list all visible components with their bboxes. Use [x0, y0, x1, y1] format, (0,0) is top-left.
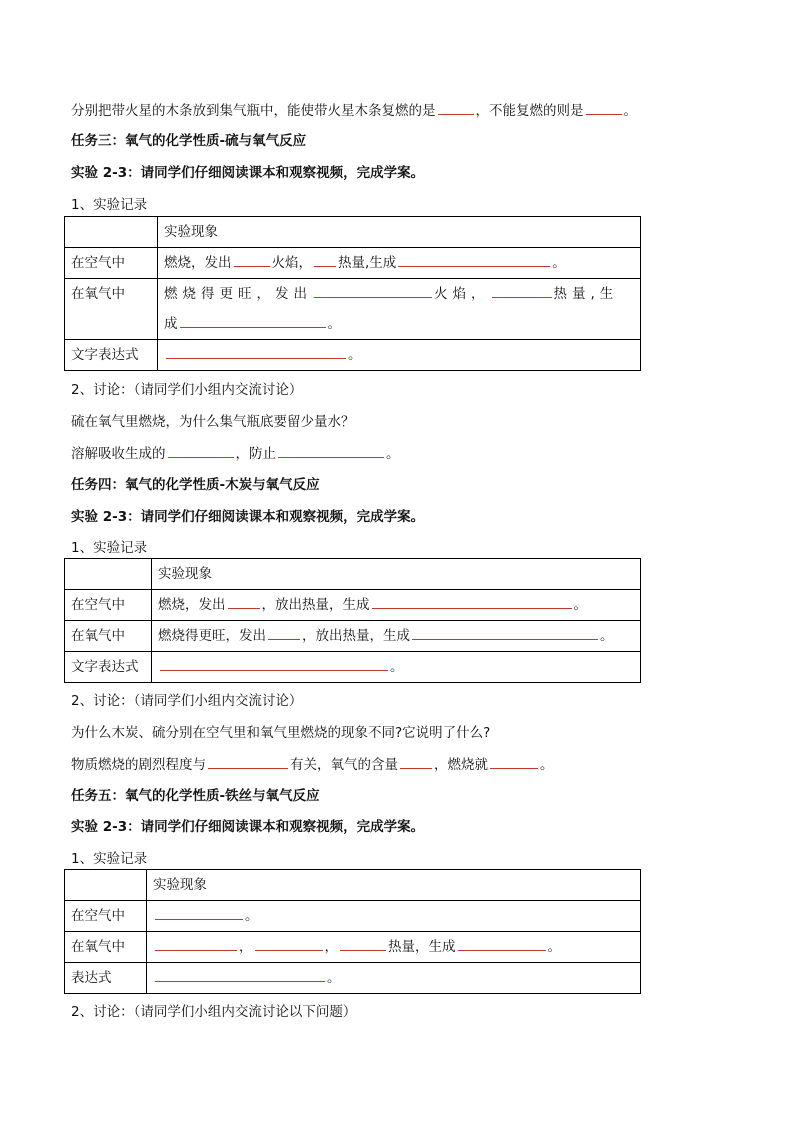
task5-title: 任务五：氧气的化学性质-铁丝与氧气反应 — [71, 788, 320, 804]
table-cell — [147, 932, 641, 963]
table-cell — [65, 217, 158, 248]
table-cell — [65, 559, 152, 590]
table-row — [65, 901, 641, 932]
cell-text: 燃烧，发出 — [158, 597, 226, 613]
cell-text: 燃烧得更旺，发出 — [158, 628, 266, 644]
row-label: 文字表达式 — [65, 652, 152, 683]
table-row — [65, 248, 641, 279]
task3-experiment: 实验 2-3：请同学们仔细阅读课本和观察视频，完成学案。 — [71, 165, 425, 181]
task3-record-table — [64, 216, 641, 371]
task3-discussion: 2、讨论：（请同学们小组内交流讨论） — [71, 382, 303, 398]
blank-field[interactable] — [166, 345, 346, 359]
blank-field[interactable] — [340, 937, 386, 951]
answer-text: 物质燃烧的剧烈程度与 — [71, 757, 206, 773]
row-label: 在氧气中 — [65, 621, 152, 652]
answer-text: 有关，氧气的含量 — [290, 757, 398, 773]
blank-field[interactable] — [314, 253, 336, 267]
cell-text: 成 — [164, 316, 178, 332]
cell-text: 。 — [327, 316, 341, 332]
task3-title: 任务三：氧气的化学性质-硫与氧气反应 — [71, 133, 307, 149]
task5-experiment: 实验 2-3：请同学们仔细阅读课本和观察视频，完成学案。 — [71, 819, 425, 835]
answer-text: 溶解吸收生成的 — [71, 446, 166, 462]
cell-text: 。 — [348, 347, 362, 363]
intro-text: 分别把带火星的木条放到集气瓶中，能使带火星木条复燃的是 — [71, 103, 436, 119]
blank-field[interactable] — [160, 657, 388, 671]
task5-record-table — [64, 869, 641, 994]
cell-text: 燃烧，发出 — [164, 255, 232, 271]
blank-field[interactable] — [438, 101, 474, 115]
cell-text: 。 — [552, 255, 566, 271]
table-row — [65, 279, 641, 340]
task3-question: 硫在氧气里燃烧，为什么集气瓶底要留少量水？ — [71, 414, 355, 430]
task4-discussion: 2、讨论：（请同学们小组内交流讨论） — [71, 693, 303, 709]
row-label: 文字表达式 — [65, 340, 158, 371]
row-label: 在氧气中 — [65, 932, 147, 963]
cell-text: ，放出热量，生成 — [261, 597, 370, 613]
task4-title: 任务四：氧气的化学性质-木炭与氧气反应 — [71, 477, 320, 493]
row-label: 在空气中 — [65, 248, 158, 279]
table-header: 实验现象 — [158, 217, 641, 248]
table-row — [65, 217, 641, 248]
intro-line — [71, 101, 637, 121]
answer-text: 。 — [386, 446, 400, 462]
table-cell — [158, 248, 641, 279]
blank-field[interactable] — [234, 253, 270, 267]
cell-text: 。 — [245, 908, 259, 924]
table-cell — [147, 901, 641, 932]
table-row — [65, 559, 641, 590]
cell-text: ， — [324, 939, 338, 955]
table-cell — [152, 590, 641, 621]
answer-text: 。 — [540, 757, 554, 773]
blank-field[interactable] — [155, 906, 243, 920]
cell-text: ，放出热量，生成 — [302, 628, 410, 644]
cell-text: 燃烧得更旺，发出 — [164, 286, 312, 302]
blank-field[interactable] — [458, 937, 546, 951]
task3-answer — [71, 444, 400, 464]
table-row — [65, 590, 641, 621]
table-row — [65, 652, 641, 683]
cell-text: 。 — [573, 597, 587, 613]
blank-field[interactable] — [208, 755, 288, 769]
table-cell — [152, 652, 641, 683]
blank-field[interactable] — [155, 968, 325, 982]
table-header: 实验现象 — [152, 559, 641, 590]
table-header: 实验现象 — [147, 870, 641, 901]
blank-field[interactable] — [372, 595, 572, 609]
table-cell — [158, 340, 641, 371]
blank-field[interactable] — [398, 253, 550, 267]
row-label: 表达式 — [65, 963, 147, 994]
cell-text: 。 — [327, 970, 341, 986]
cell-text: 火焰， — [434, 286, 490, 302]
cell-text: 热量,生成 — [338, 255, 397, 271]
cell-text: 热量，生成 — [388, 939, 456, 955]
table-row — [65, 932, 641, 963]
task5-discussion: 2、讨论：（请同学们小组内交流讨论以下问题） — [71, 1004, 357, 1020]
answer-text: ，燃烧就 — [434, 757, 488, 773]
task4-record-heading: 1、实验记录 — [71, 540, 148, 556]
blank-field[interactable] — [314, 284, 432, 298]
table-cell — [152, 621, 641, 652]
row-label: 在氧气中 — [65, 279, 158, 340]
table-cell — [147, 963, 641, 994]
row-label: 在空气中 — [65, 901, 147, 932]
blank-field[interactable] — [400, 755, 432, 769]
task3-record-heading: 1、实验记录 — [71, 197, 148, 213]
blank-field[interactable] — [278, 444, 384, 458]
answer-text: ，防止 — [235, 446, 276, 462]
row-label: 在空气中 — [65, 590, 152, 621]
task4-experiment: 实验 2-3：请同学们仔细阅读课本和观察视频，完成学案。 — [71, 509, 425, 525]
task4-answer — [71, 755, 554, 775]
task4-question: 为什么木炭、硫分别在空气里和氧气里燃烧的现象不同?它说明了什么? — [71, 725, 491, 741]
blank-field[interactable] — [180, 314, 326, 328]
blank-field[interactable] — [255, 937, 323, 951]
blank-field[interactable] — [168, 444, 234, 458]
cell-text: 热量,生 — [553, 286, 619, 302]
intro-text: 。 — [623, 103, 637, 119]
blank-field[interactable] — [490, 755, 538, 769]
task5-record-heading: 1、实验记录 — [71, 851, 148, 867]
table-cell — [65, 870, 147, 901]
blank-field[interactable] — [228, 595, 260, 609]
table-row — [65, 340, 641, 371]
table-row — [65, 870, 641, 901]
table-cell — [158, 279, 641, 340]
blank-field[interactable] — [155, 937, 237, 951]
blank-field[interactable] — [268, 626, 300, 640]
blank-field[interactable] — [586, 101, 622, 115]
cell-text: ， — [239, 939, 253, 955]
intro-text: ，不能复燃的则是 — [475, 103, 584, 119]
cell-text: 。 — [600, 628, 614, 644]
table-row — [65, 963, 641, 994]
cell-text: 。 — [547, 939, 561, 955]
cell-text: 。 — [390, 659, 404, 675]
table-row — [65, 621, 641, 652]
blank-field[interactable] — [492, 284, 552, 298]
cell-text: 火焰， — [271, 255, 312, 271]
task4-record-table — [64, 558, 641, 683]
blank-field[interactable] — [412, 626, 598, 640]
